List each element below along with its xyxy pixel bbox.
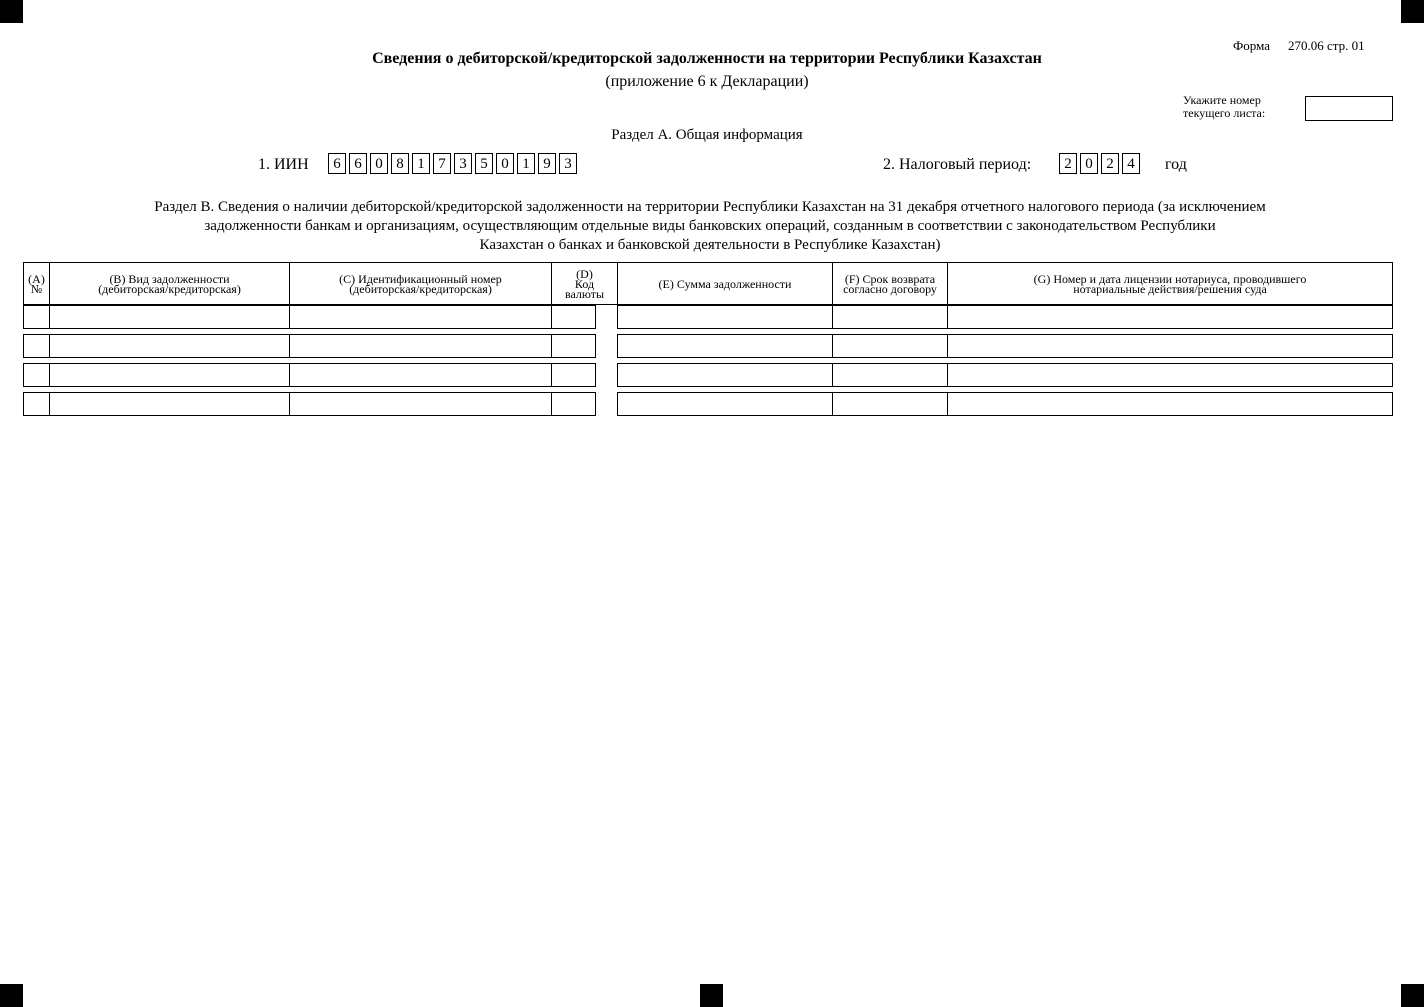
- column-header-f: [832, 262, 948, 305]
- cell-d[interactable]: [551, 305, 596, 329]
- sheet-number-field[interactable]: [1305, 96, 1393, 121]
- header-line: №: [30, 281, 43, 296]
- cell-b[interactable]: [49, 334, 290, 358]
- registration-mark: [1401, 984, 1424, 1007]
- iin-label: 1. ИИН: [258, 156, 309, 173]
- cell-d[interactable]: [551, 363, 596, 387]
- iin-digit[interactable]: 0: [496, 153, 514, 174]
- iin-digit[interactable]: 7: [433, 153, 451, 174]
- header-line: (B) Вид задолженности: [109, 271, 230, 286]
- header-line: (D): [576, 266, 593, 281]
- cell-b[interactable]: [49, 305, 290, 329]
- cell-g[interactable]: [947, 363, 1393, 387]
- registration-mark: [1401, 0, 1424, 23]
- tax-period-label: 2. Налоговый период:: [883, 156, 1032, 173]
- registration-mark: [700, 984, 723, 1007]
- cell-d[interactable]: [551, 334, 596, 358]
- column-header-a: [23, 262, 50, 305]
- iin-digit[interactable]: 5: [475, 153, 493, 174]
- tax-period-field[interactable]: [1059, 153, 1140, 174]
- section-b-line: Казахстан о банках и банковской деятельности в Республике Казахстан): [479, 237, 941, 253]
- section-b-title: [60, 198, 1360, 255]
- iin-digit[interactable]: 6: [349, 153, 367, 174]
- header-line: (F) Срок возврата: [844, 271, 936, 286]
- period-digit[interactable]: 2: [1059, 153, 1077, 174]
- sheet-label-line: Укажите номер: [1183, 93, 1261, 107]
- document-title: Сведения о дебиторской/кредиторской задолженности на территории Республики Казахстан: [372, 50, 1042, 67]
- cell-b[interactable]: [49, 392, 290, 416]
- period-digit[interactable]: 0: [1080, 153, 1098, 174]
- cell-d[interactable]: [551, 392, 596, 416]
- period-digit[interactable]: 2: [1101, 153, 1119, 174]
- header-line: (дебиторская/кредиторская): [349, 281, 492, 296]
- section-b-line: задолженности банкам и организациям, осуществляющим отдельные виды банковских операций, созданным в соответствии с законодательством Республики: [204, 218, 1216, 234]
- cell-e[interactable]: [617, 334, 833, 358]
- cell-c[interactable]: [289, 363, 552, 387]
- sheet-label-line: текущего листа:: [1183, 106, 1266, 120]
- cell-a[interactable]: [23, 392, 50, 416]
- iin-digit[interactable]: 1: [517, 153, 535, 174]
- cell-g[interactable]: [947, 305, 1393, 329]
- iin-digit[interactable]: 3: [559, 153, 577, 174]
- cell-e[interactable]: [617, 305, 833, 329]
- header-line: (дебиторская/кредиторская): [98, 281, 241, 296]
- cell-g[interactable]: [947, 334, 1393, 358]
- cell-a[interactable]: [23, 334, 50, 358]
- iin-digit[interactable]: 0: [370, 153, 388, 174]
- period-digit[interactable]: 4: [1122, 153, 1140, 174]
- cell-a[interactable]: [23, 363, 50, 387]
- iin-digit[interactable]: 8: [391, 153, 409, 174]
- column-header-e: [617, 262, 833, 305]
- cell-f[interactable]: [832, 363, 948, 387]
- iin-digit[interactable]: 3: [454, 153, 472, 174]
- header-line: согласно договору: [843, 281, 937, 296]
- column-header-b: [49, 262, 290, 305]
- header-line: (G) Номер и дата лицензии нотариуса, проводившего: [1033, 271, 1307, 286]
- document-subtitle: (приложение 6 к Декларации): [605, 73, 809, 90]
- header-line: (C) Идентификационный номер: [339, 271, 502, 286]
- cell-g[interactable]: [947, 392, 1393, 416]
- iin-field[interactable]: [328, 153, 577, 174]
- form-label: Форма: [1233, 38, 1270, 53]
- cell-c[interactable]: [289, 334, 552, 358]
- cell-c[interactable]: [289, 392, 552, 416]
- column-header-c: [289, 262, 552, 305]
- column-header-d: [551, 262, 618, 305]
- section-b-line: Раздел В. Сведения о наличии дебиторской/кредиторской задолженности на территории Республики Казахстан на 31 декабря отчетного налогового периода (за исключением: [154, 199, 1266, 215]
- header-line: (E) Сумма задолженности: [658, 276, 792, 291]
- cell-e[interactable]: [617, 392, 833, 416]
- cell-c[interactable]: [289, 305, 552, 329]
- section-a-title: Раздел А. Общая информация: [611, 127, 803, 143]
- iin-digit[interactable]: 6: [328, 153, 346, 174]
- registration-mark: [0, 0, 23, 23]
- registration-mark: [0, 984, 23, 1007]
- iin-digit[interactable]: 1: [412, 153, 430, 174]
- header-line: (A): [28, 271, 45, 286]
- year-label: год: [1165, 156, 1187, 173]
- cell-b[interactable]: [49, 363, 290, 387]
- sheet-number-label: [1183, 94, 1265, 120]
- cell-f[interactable]: [832, 334, 948, 358]
- iin-digit[interactable]: 9: [538, 153, 556, 174]
- form-number: 270.06 стр. 01: [1287, 38, 1365, 53]
- column-header-g: [947, 262, 1393, 305]
- header-line: нотариальные действия/решения суда: [1073, 281, 1267, 296]
- cell-f[interactable]: [832, 392, 948, 416]
- cell-f[interactable]: [832, 305, 948, 329]
- cell-e[interactable]: [617, 363, 833, 387]
- header-line: валюты: [564, 286, 605, 301]
- header-line: Код: [574, 276, 595, 291]
- cell-a[interactable]: [23, 305, 50, 329]
